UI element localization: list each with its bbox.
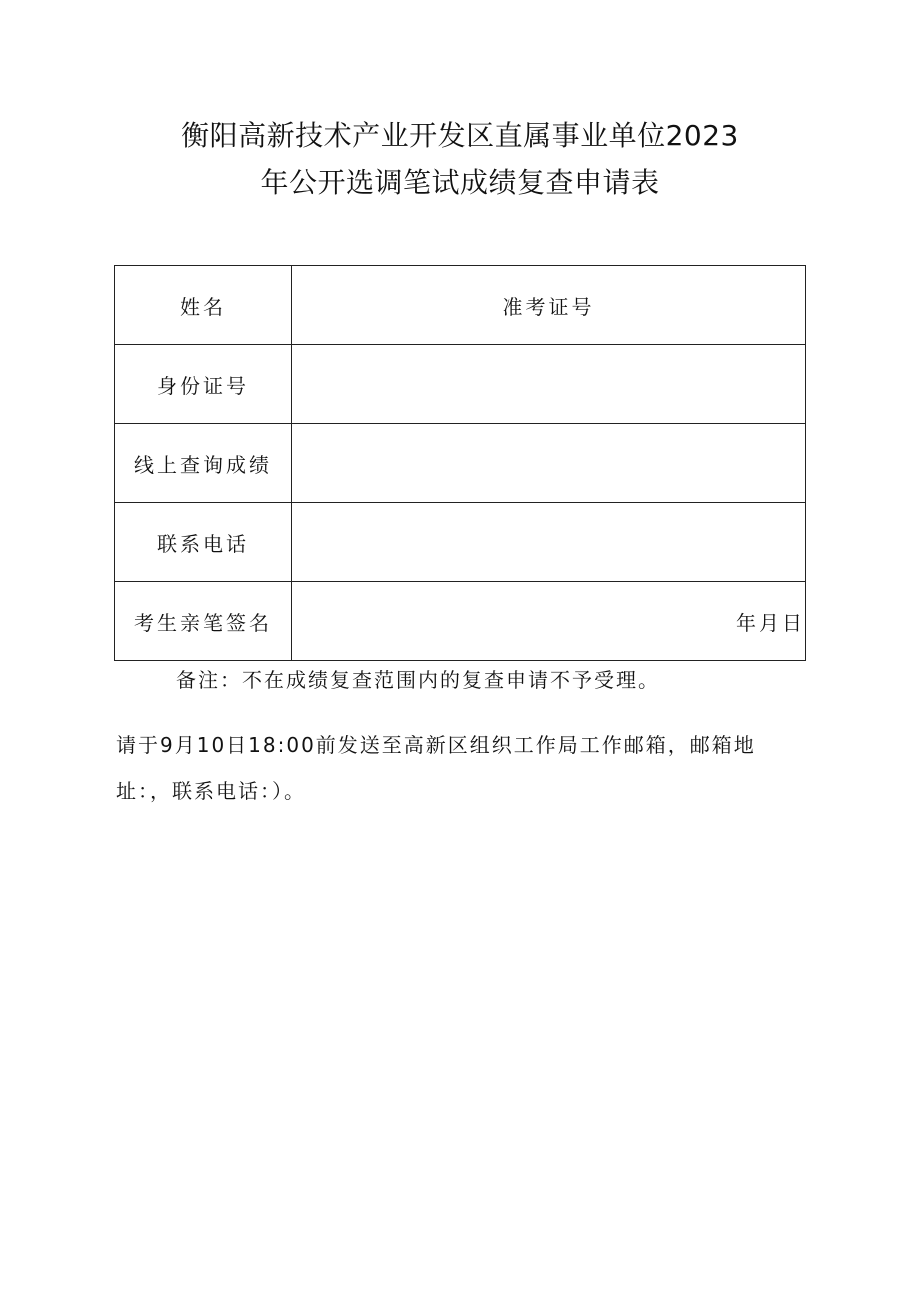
- signature-label: 考生亲笔签名: [115, 582, 292, 661]
- submission-instruction: 请于9月10日18:00前发送至高新区组织工作局工作邮箱，邮箱地址：，联系电话：）。: [116, 733, 756, 803]
- id-number-field[interactable]: [292, 345, 806, 424]
- title-line-1: 衡阳高新技术产业开发区直属事业单位2023: [181, 119, 739, 152]
- form-row-id-number: [115, 345, 806, 424]
- online-score-field[interactable]: [292, 424, 806, 503]
- phone-field[interactable]: [292, 503, 806, 582]
- name-label: 姓名: [115, 266, 292, 345]
- remark-note: 备注：不在成绩复查范围内的复查申请不予受理。: [176, 668, 660, 692]
- form-row-online-score: [115, 424, 806, 503]
- online-score-label: 线上查询成绩: [115, 424, 292, 503]
- application-form-table: [114, 265, 806, 661]
- form-row-name: [115, 266, 806, 345]
- signature-date-field[interactable]: 年月日: [292, 582, 806, 661]
- form-row-signature: [115, 582, 806, 661]
- phone-label: 联系电话: [115, 503, 292, 582]
- id-number-label: 身份证号: [115, 345, 292, 424]
- document-title: [0, 112, 920, 206]
- form-row-phone: [115, 503, 806, 582]
- admission-ticket-label: 准考证号: [292, 266, 806, 345]
- title-line-2: 年公开选调笔试成绩复查申请表: [260, 166, 660, 199]
